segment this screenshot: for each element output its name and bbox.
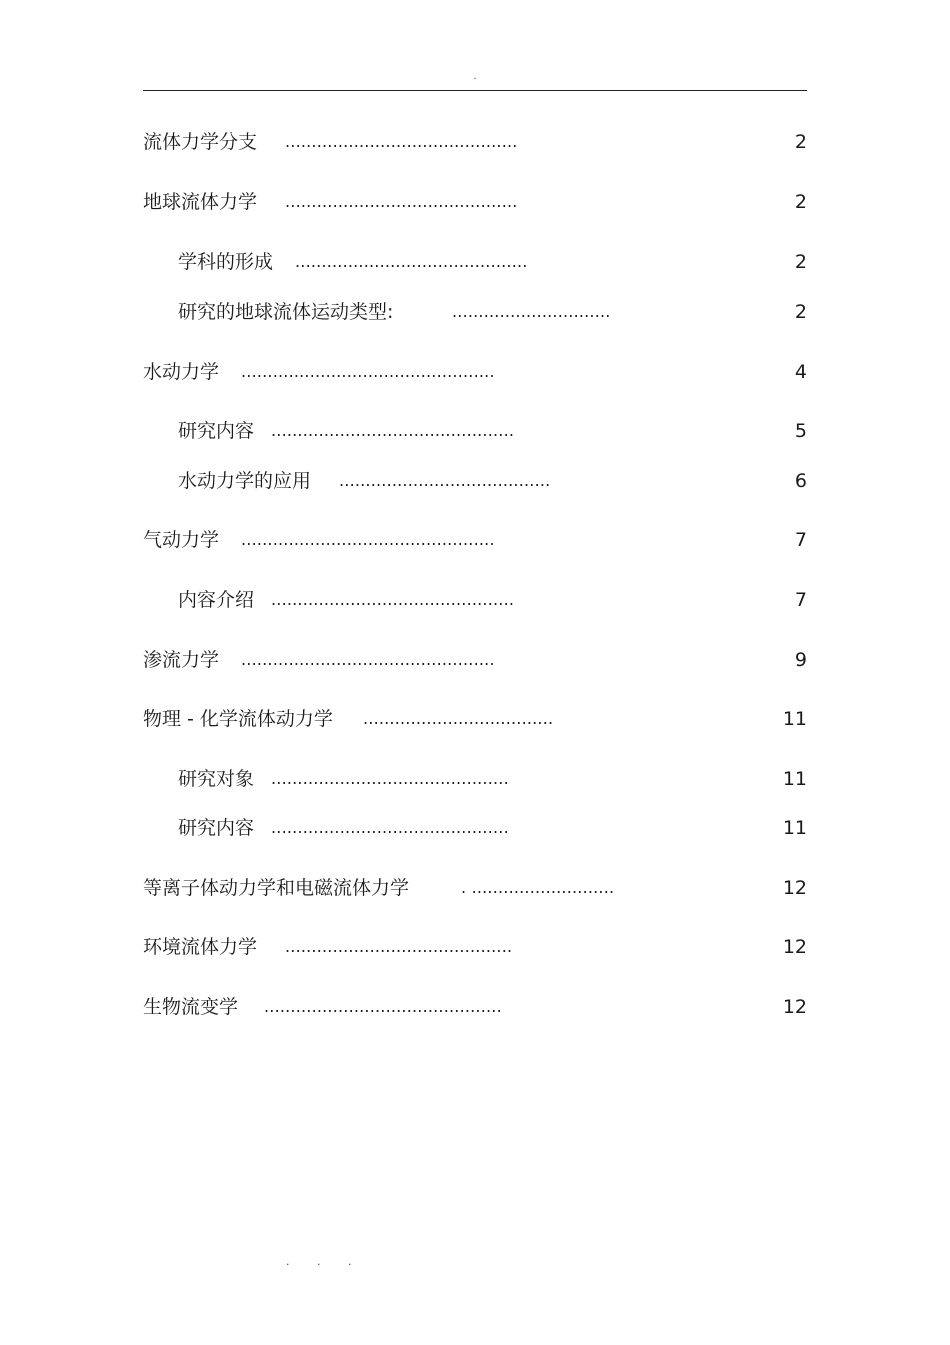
- toc-entry-leader: . ...........................: [461, 878, 615, 897]
- header-mark: .: [473, 71, 477, 82]
- toc-entry-leader: ................................................: [241, 362, 495, 381]
- toc-entry-leader: ...........................................: [285, 937, 513, 956]
- toc-entry-hydrodynamics[interactable]: [143, 360, 950, 384]
- toc-entry-title: 水动力学的应用: [178, 470, 312, 492]
- toc-entry-page: 5: [794, 420, 807, 442]
- toc-entry-leader: .............................................: [264, 997, 502, 1016]
- toc-entry-page: 2: [794, 191, 807, 213]
- toc-entry-aerodynamics[interactable]: [143, 528, 950, 552]
- toc-entry-title: 流体力学分支: [143, 131, 258, 153]
- toc-entry-environmental-fluid-mechanics[interactable]: [143, 935, 950, 959]
- toc-entry-title: 研究内容: [178, 817, 255, 839]
- toc-entry-leader: ................................................: [241, 530, 495, 549]
- toc-entry-leader: ........................................: [339, 471, 551, 490]
- toc-entry-seepage-mechanics[interactable]: [143, 648, 950, 672]
- toc-entry-page: 6: [794, 470, 807, 492]
- toc-entry-title: 内容介绍: [178, 589, 255, 611]
- toc-entry-title: 研究的地球流体运动类型:: [178, 301, 394, 323]
- toc-entry-page: 12: [782, 996, 807, 1018]
- toc-entry-physicochemical-hydrodynamics[interactable]: [143, 707, 950, 731]
- toc-entry-page: 2: [794, 131, 807, 153]
- toc-entry-title: 气动力学: [143, 529, 220, 551]
- toc-entry-page: 7: [794, 589, 807, 611]
- toc-entry-leader: ............................................: [295, 252, 528, 271]
- toc-entry-hydrodynamics-applications[interactable]: [178, 469, 950, 493]
- toc-entry-page: 11: [782, 817, 807, 839]
- toc-entry-biorheology[interactable]: [143, 995, 950, 1019]
- toc-entry-page: 12: [782, 877, 807, 899]
- toc-entry-plasma-mhd[interactable]: [143, 876, 950, 900]
- toc-entry-title: 研究对象: [178, 768, 255, 790]
- toc-entry-fluid-mechanics-branches[interactable]: [143, 130, 950, 154]
- toc-entry-motion-types[interactable]: [178, 300, 950, 324]
- toc-entry-title: 等离子体动力学和电磁流体力学: [143, 877, 410, 899]
- toc-entry-page: 11: [782, 708, 807, 730]
- toc-entry-page: 12: [782, 936, 807, 958]
- toc-entry-page: 4: [794, 361, 807, 383]
- toc-entry-page: 9: [794, 649, 807, 671]
- toc-entry-leader: ............................................: [285, 192, 518, 211]
- toc-entry-leader: ....................................: [363, 709, 554, 728]
- toc-entry-title: 物理 - 化学流体动力学: [143, 708, 333, 730]
- toc-entry-geophysical-fluid-dynamics[interactable]: [143, 190, 950, 214]
- toc-entry-leader: ............................................: [285, 132, 518, 151]
- toc-entry-leader: ..............................................: [271, 421, 515, 440]
- toc-entry-leader: .............................................: [271, 769, 509, 788]
- toc-entry-leader: ................................................: [241, 650, 495, 669]
- toc-entry-leader: ..............................: [452, 302, 611, 321]
- toc-entry-title: 生物流变学: [143, 996, 239, 1018]
- toc-entry-page: 7: [794, 529, 807, 551]
- toc-entry-research-content[interactable]: [178, 419, 950, 443]
- toc-entry-page: 11: [782, 768, 807, 790]
- footer-mark: . . .: [286, 1255, 364, 1268]
- toc-entry-content-introduction[interactable]: [178, 588, 950, 612]
- toc-entry-title: 地球流体力学: [143, 191, 258, 213]
- toc-entry-research-content-2[interactable]: [178, 816, 950, 840]
- toc-entry-page: 2: [794, 301, 807, 323]
- toc-entry-leader: ..............................................: [271, 590, 515, 609]
- toc-entry-title: 学科的形成: [178, 251, 274, 273]
- toc-entry-title: 环境流体力学: [143, 936, 258, 958]
- toc-entry-title: 研究内容: [178, 420, 255, 442]
- toc-entry-discipline-formation[interactable]: [178, 250, 950, 274]
- toc-entry-leader: .............................................: [271, 818, 509, 837]
- toc-entry-research-object[interactable]: [178, 767, 950, 791]
- toc-entry-title: 水动力学: [143, 361, 220, 383]
- toc-entry-title: 渗流力学: [143, 649, 220, 671]
- toc-entry-page: 2: [794, 251, 807, 273]
